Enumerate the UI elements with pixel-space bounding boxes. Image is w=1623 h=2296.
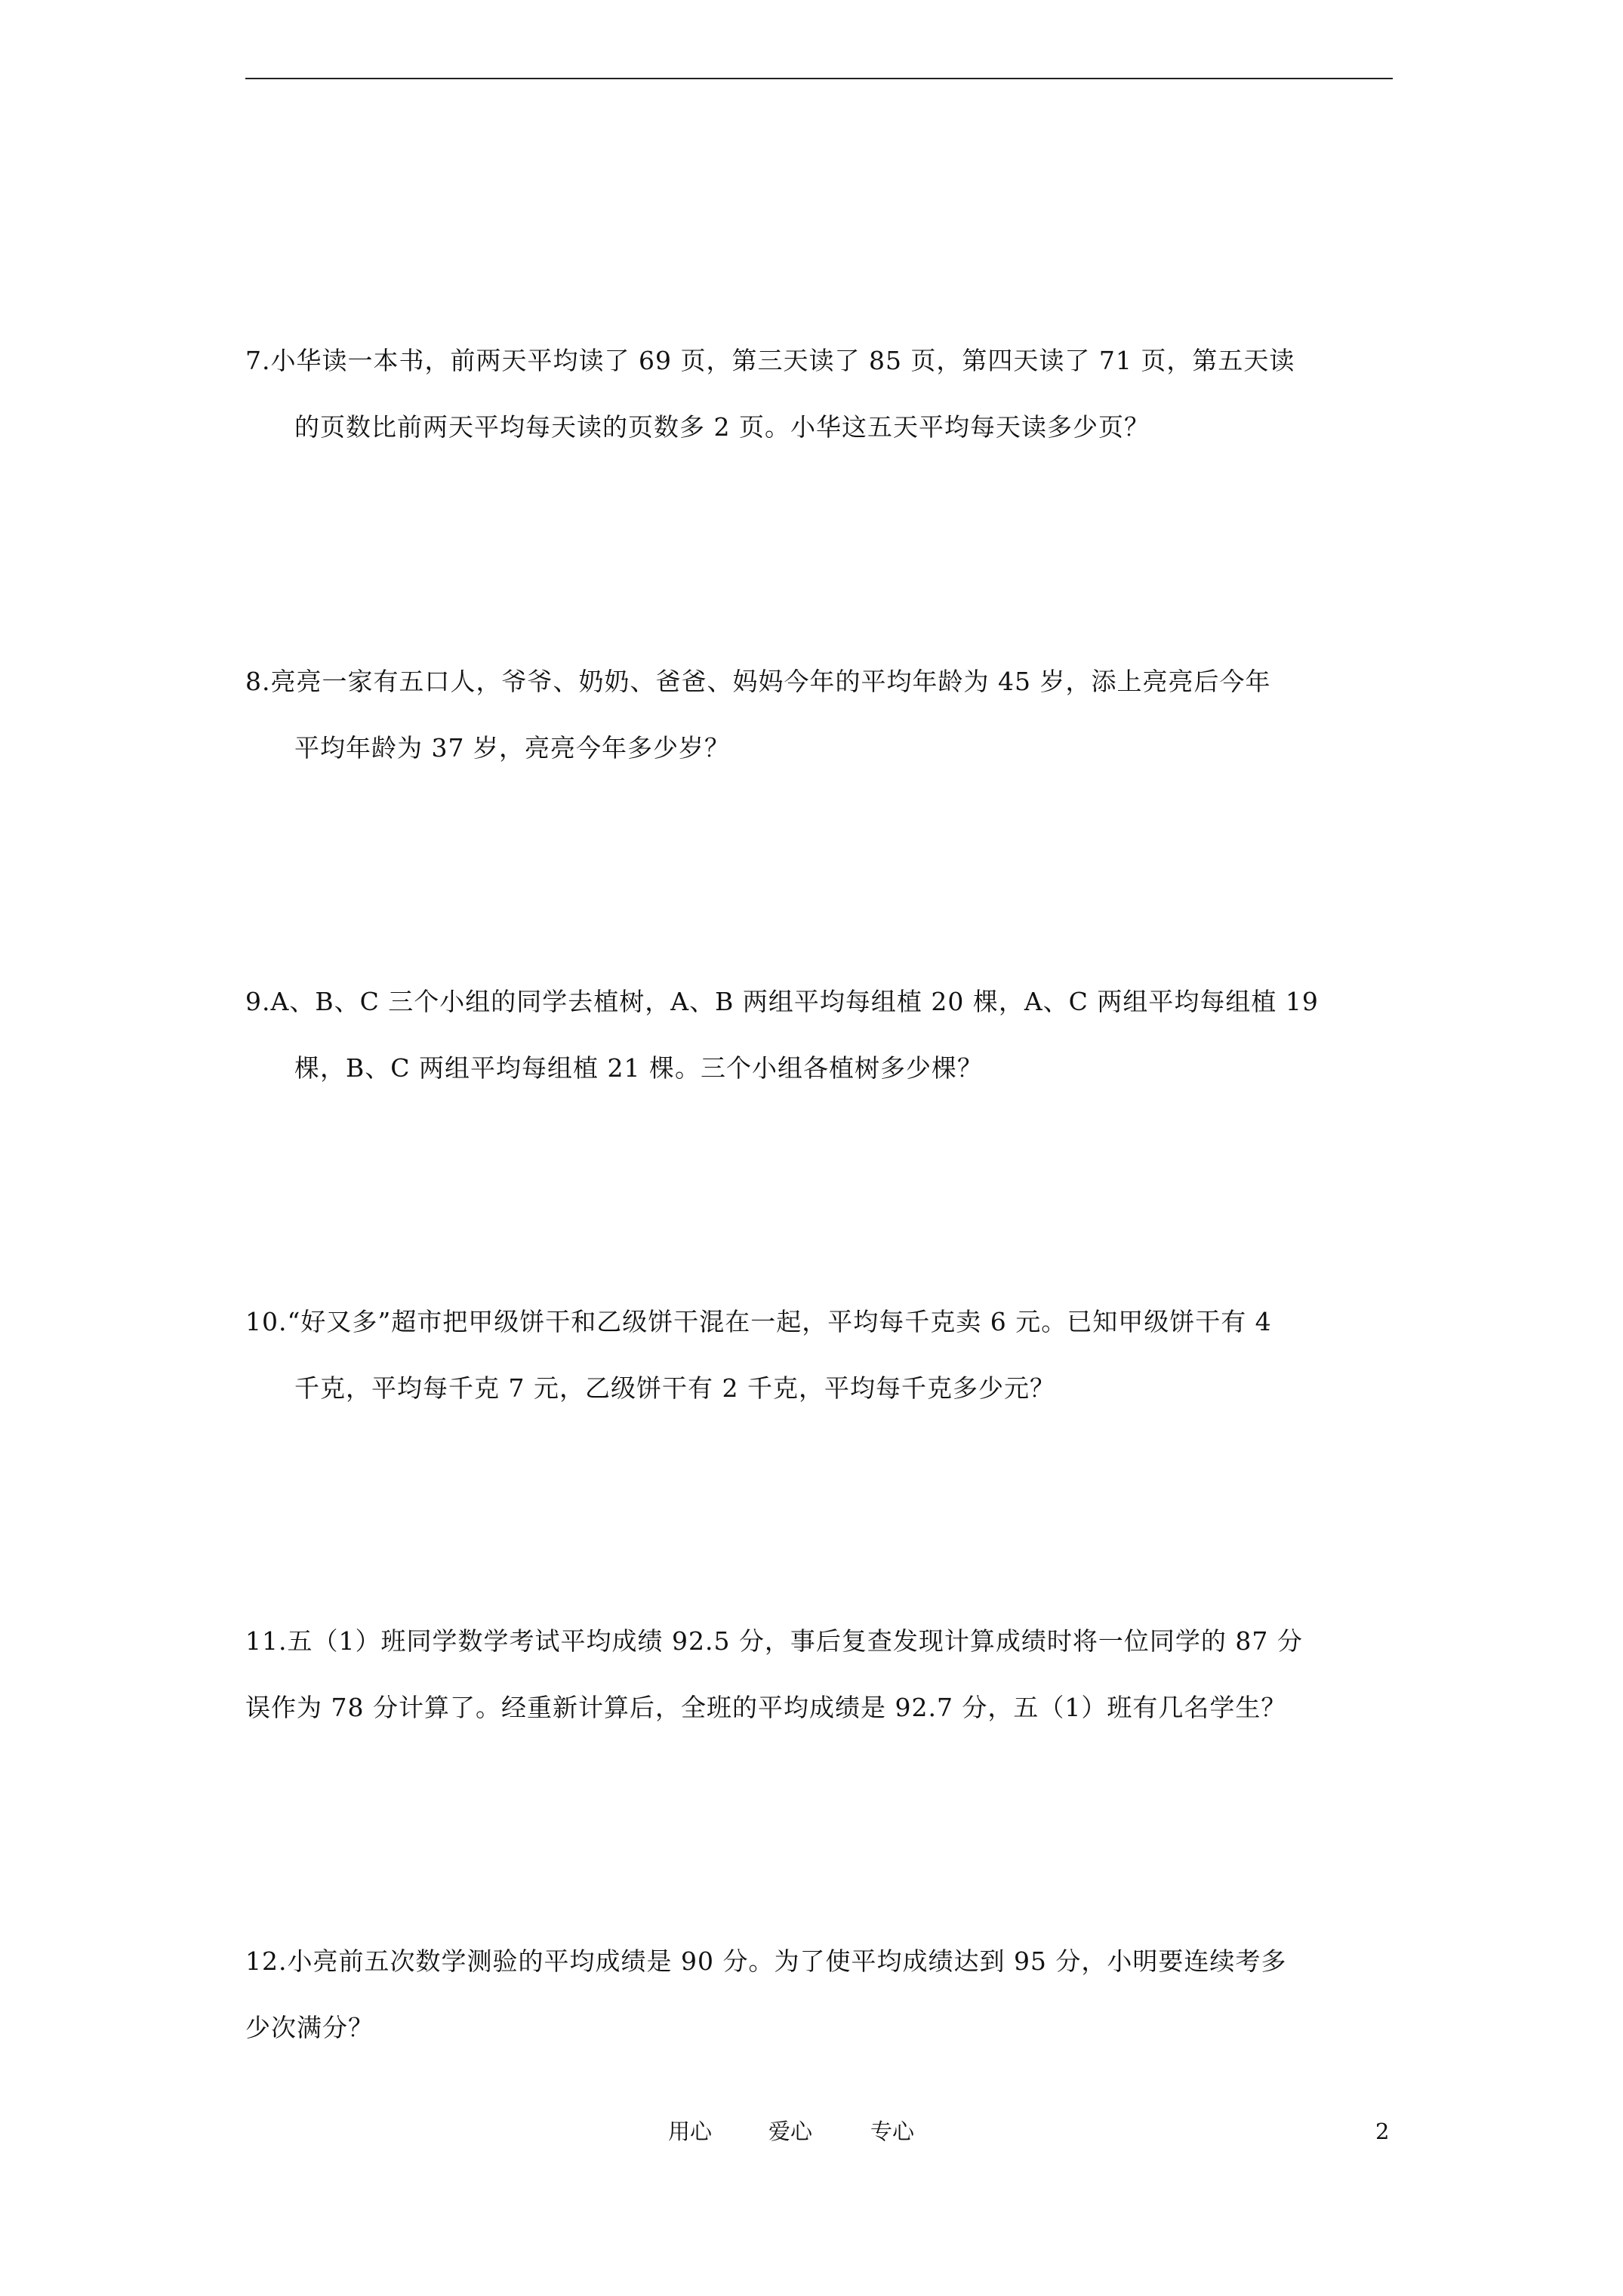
question-12-line-2: 少次满分？ bbox=[245, 2013, 374, 2042]
question-9-line-1: 9.A、B、C 三个小组的同学去植树，A、B 两组平均每组植 20 棵，A、C 两组平均每组植 19 bbox=[245, 987, 1319, 1016]
question-7-line-2: 的页数比前两天平均每天读的页数多 2 页。小华这五天平均每天读多少页？ bbox=[294, 412, 1150, 442]
footer-word-1: 用心 bbox=[668, 2119, 713, 2144]
question-7-line-1: 7.小华读一本书，前两天平均读了 69 页，第三天读了 85 页，第四天读了 71 页，第五天读 bbox=[245, 346, 1295, 375]
footer-word-2: 爱心 bbox=[768, 2119, 813, 2144]
question-12-line-1: 12.小亮前五次数学测验的平均成绩是 90 分。为了使平均成绩达到 95 分，小明要连续考多 bbox=[245, 1946, 1287, 1976]
question-11-line-1: 11.五（1）班同学数学考试平均成绩 92.5 分，事后复查发现计算成绩时将一位同学的 87 分 bbox=[245, 1626, 1303, 1656]
footer-word-3: 专心 bbox=[870, 2119, 915, 2144]
question-8-line-1: 8.亮亮一家有五口人，爷爷、奶奶、爸爸、妈妈今年的平均年龄为 45 岁，添上亮亮后今年 bbox=[245, 667, 1271, 696]
header-rule bbox=[245, 78, 1393, 79]
question-8-line-2: 平均年龄为 37 岁，亮亮今年多少岁？ bbox=[294, 733, 730, 763]
question-10-line-1: 10.“好又多”超市把甲级饼干和乙级饼干混在一起，平均每千克卖 6 元。已知甲级饼干有 4 bbox=[245, 1307, 1272, 1336]
question-11-line-2: 误作为 78 分计算了。经重新计算后，全班的平均成绩是 92.7 分，五（1）班有几名学生？ bbox=[245, 1693, 1287, 1722]
question-9-line-2: 棵，B、C 两组平均每组植 21 棵。三个小组各植树多少棵？ bbox=[294, 1053, 983, 1083]
question-10-line-2: 千克，平均每千克 7 元，乙级饼干有 2 千克，平均每千克多少元？ bbox=[294, 1373, 1055, 1403]
page-number: 2 bbox=[1375, 2119, 1390, 2144]
